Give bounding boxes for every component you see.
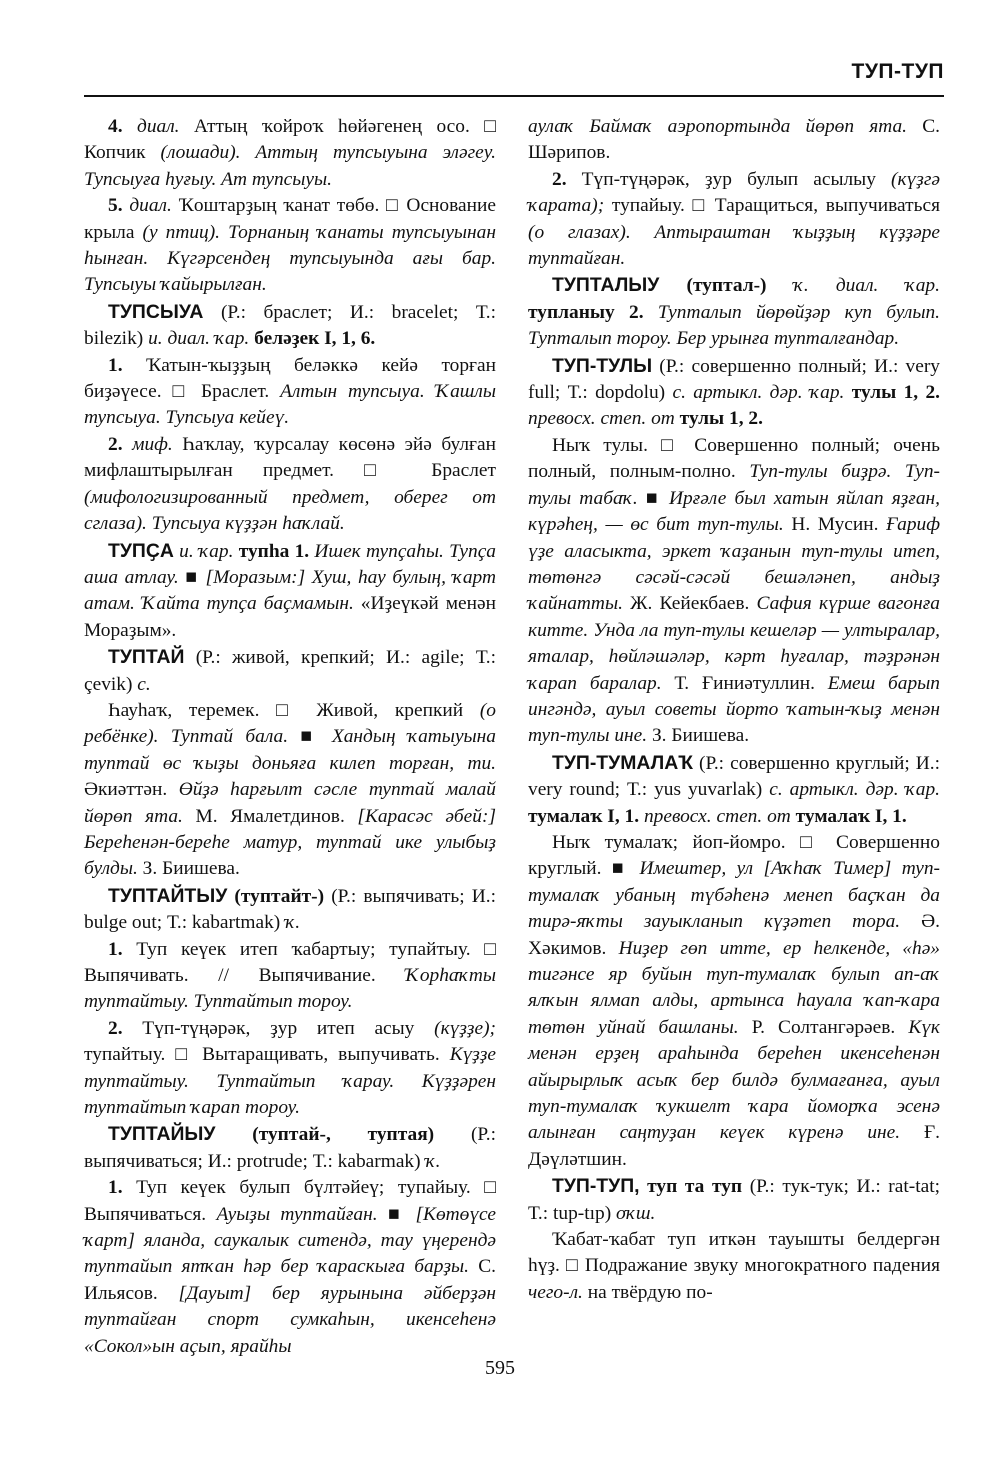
bold-text: 4. bbox=[108, 116, 123, 137]
text-run: (Р.: совершенно полный; И.: very full; Т.: dopdolu) bbox=[528, 355, 940, 404]
right-column bbox=[528, 114, 940, 1306]
text-run: З. Биишева. bbox=[137, 858, 240, 880]
italic-text: с. bbox=[137, 673, 151, 695]
bold-text: тумалаҡ I, 1. bbox=[795, 805, 907, 827]
bold-text: (туптал-) bbox=[686, 275, 767, 297]
text-run bbox=[644, 302, 658, 323]
headword: ТУПТАЙ bbox=[108, 646, 185, 669]
italic-text: Туп-тулы биҙрә. Туп-тулы табаҡ. bbox=[528, 461, 940, 509]
dictionary-entry bbox=[84, 299, 496, 353]
entry-sense bbox=[84, 698, 496, 883]
italic-text: Имештер, ул [Аҡһаҡ Тимер] туп-тумалаҡ убаның түбәһенә менеп баҫҡан да тирә-яҡты зауыкланып күҙәтеп тора. bbox=[528, 858, 940, 933]
text-run: (Р.: выпячивать; И.: bulge out; Т.: kabartmak) bbox=[84, 885, 496, 934]
text-run: ■ bbox=[288, 726, 332, 748]
text-run: (Р.: совершенно круглый; И.: very round; Т.: yus yuvarlak) bbox=[528, 752, 940, 801]
text-run: Ҡабат-ҡабат туп иткән тауышты белдергән һүҙ. □ Подражание звуку многократного падения bbox=[528, 1229, 940, 1277]
headword: ТУП-ТУП, bbox=[552, 1175, 640, 1198]
text-run: «Иҙеүкәй менән Мораҙым». bbox=[84, 593, 497, 641]
text-run: (Р.: тук-тук; И.: rat-tat; Т.: tup-tıp) bbox=[528, 1176, 940, 1224]
header-rule bbox=[84, 95, 944, 97]
text-run: Туп кеүек булып бүлтәйеү; тупайыу. □ Выпячиваться. bbox=[84, 1177, 496, 1225]
italic-text: Ғариф үҙе аласыкта, эркет ҡаҙанын туп-тулы итеп, төтөнгә сәсәй-сәсәй бешәләнеп, андыҙ ҡайнатты. bbox=[528, 514, 940, 615]
entry-sense bbox=[84, 432, 496, 538]
bold-text: тумалаҡ I, 1. bbox=[528, 805, 640, 827]
italic-text: [Дауыт] бер яурынына әйберҙән туптайған спорт сумкаһын, икенсеһенә «Сокол»ын аҫып, ярайһы bbox=[84, 1282, 496, 1357]
text-run: Ныҡ тумалаҡ; йоп-йомро. □ Совершенно круглый. ■ bbox=[528, 831, 940, 880]
headword: ТУПТАЛЫУ bbox=[552, 274, 660, 297]
italic-text: ҡ. bbox=[285, 912, 301, 934]
text-run: Әкиәттән. bbox=[84, 779, 179, 801]
bold-text: тупланыу 2. bbox=[528, 301, 644, 323]
italic-text: и. ҡар. bbox=[179, 540, 234, 562]
italic-text: [Моразым:] Хуш, һау булың, ҡарт атам. Ҡайта тупҫа баҫмамын. bbox=[84, 566, 496, 615]
italic-text: с. артыкл. дәр. ҡар. bbox=[672, 382, 845, 404]
italic-text: Алтын тупсыуа. Ҡашлы тупсыуа. Тупсыуа кейеү. bbox=[84, 381, 496, 429]
italic-text: Ишек тупҫаһы. Тупҫа аша атлау. bbox=[84, 540, 496, 588]
text-run: ■ bbox=[178, 566, 206, 588]
italic-text: [Көтөүсе ҡарт] яланда, саукалык ситендә, тау үңерендә туптайып ятҡан һәр бер ҡараскыға барҙы. bbox=[84, 1203, 496, 1278]
entry-sense bbox=[84, 1175, 496, 1360]
left-column bbox=[84, 114, 496, 1360]
text-run: Ғ. Дәүләтшин. bbox=[528, 1122, 941, 1170]
italic-text: ҡ. bbox=[425, 1150, 441, 1172]
italic-text: (о ребёнке). Туптай бала. bbox=[84, 699, 496, 748]
text-run: (Р.: выпячиваться; И.: protrude; Т.: kabarmak) bbox=[84, 1124, 496, 1172]
italic-text: Күҙҙе туптайтыу. Туптайтып ҡарау. Күҙҙәрен туптайтып ҡарап тороу. bbox=[84, 1044, 496, 1119]
text-run: Һаҡлау, ҡурсалау көсөнә эйә булған мифлаштырылған предмет. □ Браслет bbox=[84, 433, 496, 482]
text-run: М. Ямалетдинов. bbox=[182, 805, 358, 827]
text-run: С. Ильясов. bbox=[84, 1256, 496, 1304]
text-run: (Р.: браслет; И.: bracelet; Т.: bilezik) bbox=[84, 301, 496, 350]
italic-text: ҡ. диал. ҡар. bbox=[793, 275, 940, 297]
italic-text: (күҙҙе); bbox=[434, 1017, 496, 1039]
continued-text bbox=[528, 114, 940, 167]
text-run: Түп-түңәрәк, ҙур булып асылыу bbox=[566, 168, 892, 190]
headword: ТУПҪА bbox=[108, 539, 174, 562]
italic-text: (о глазах). Аптыраштан ҡыҙҙың күҙҙәре туптайған. bbox=[528, 221, 940, 270]
dictionary-entry bbox=[84, 883, 496, 937]
entry-sense bbox=[84, 353, 496, 432]
entry-sense bbox=[528, 167, 940, 273]
italic-text: и. диал. ҡар. bbox=[148, 328, 250, 350]
page-number: 595 bbox=[485, 1357, 515, 1379]
dictionary-entry bbox=[528, 272, 940, 352]
italic-text: [Карасәс әбей:] Береһенән-береһе матур, туптай ике улыбыҙ булды. bbox=[84, 805, 496, 880]
running-title: ТУП-ТУП bbox=[851, 60, 944, 83]
text-run: Ҡатын-ҡыҙҙың беләккә кейә торған биҙәүесе. □ Браслет. bbox=[84, 354, 496, 403]
text-run: Т. Ғиниәтуллин. bbox=[661, 672, 828, 694]
bold-text: 5. bbox=[108, 195, 123, 217]
bold-text: тупһа 1. bbox=[238, 540, 310, 562]
text-run: Ныҡ тулы. □ Совершенно полный; очень полный, полным-полно. bbox=[528, 434, 940, 483]
entry-sense bbox=[528, 1227, 940, 1306]
dictionary-entry bbox=[84, 1121, 496, 1175]
text-run bbox=[123, 116, 137, 137]
italic-text: Күк менән ерҙең араһында береһен икенсеһенән айырырлыҡ асыҡ бер билдә булмағанға, ауыл туп-тумалаҡ ҡукшелт ҡара йоморҡа эсенә алынған саңтуҙан кеүек күренә ине. bbox=[528, 1016, 940, 1144]
dictionary-entry bbox=[528, 353, 940, 433]
italic-text: оҡш. bbox=[616, 1202, 656, 1224]
entry-sense bbox=[84, 114, 496, 193]
bold-text: беләҙек I, 1, 6. bbox=[254, 328, 376, 350]
text-run: (Р.: живой, крепкий; И.: agile; Т.: çevik) bbox=[84, 647, 496, 695]
entry-sense bbox=[528, 830, 940, 1173]
text-run bbox=[659, 275, 686, 296]
text-run bbox=[844, 382, 851, 403]
text-run: Р. Солтангәрәев. bbox=[738, 1016, 909, 1038]
text-run: З. Биишева. bbox=[647, 725, 750, 747]
bold-text: (туптай-, туптая) bbox=[252, 1124, 435, 1146]
italic-text: Өйҙә һарғылт сәсле туптай малай йөрөп ята. bbox=[84, 779, 496, 827]
text-run bbox=[123, 434, 133, 455]
headword: ТУП-ТУМАЛАҠ bbox=[552, 751, 693, 774]
text-run bbox=[640, 1176, 648, 1197]
text-run: на твёрдую по- bbox=[582, 1281, 713, 1303]
bold-text: туп та туп bbox=[647, 1176, 743, 1198]
text-run: Ҡоштарҙың ҡанат төбө. □ Основание крыла bbox=[84, 195, 496, 243]
text-run: Туп кеүек итеп ҡабартыу; тупайтыу. □ Выпячивать. // Выпячивание. bbox=[84, 938, 496, 986]
text-run: Н. Мусин. bbox=[783, 514, 887, 536]
entry-sense bbox=[84, 193, 496, 299]
bold-text: 1. bbox=[108, 354, 123, 376]
text-run: Түп-түңәрәк, ҙур итеп асыу bbox=[122, 1017, 435, 1039]
italic-text: диал. bbox=[137, 116, 180, 137]
entry-sense bbox=[84, 937, 496, 1016]
text-run: ■ bbox=[377, 1203, 416, 1225]
bold-text: 2. bbox=[108, 433, 123, 455]
bold-text: тулы 1, 2. bbox=[679, 408, 763, 430]
text-run: ■ bbox=[637, 487, 669, 509]
entry-sense bbox=[528, 433, 940, 750]
text-run bbox=[215, 1124, 252, 1145]
italic-text: превосх. степ. от bbox=[643, 805, 791, 827]
italic-text: превосх. степ. от bbox=[528, 408, 675, 430]
headword: ТУПСЫУА bbox=[108, 300, 204, 323]
italic-text: Ҡорһаҡты туптайтыу. Туптайтып тороу. bbox=[84, 965, 496, 1013]
headword: ТУП-ТУЛЫ bbox=[552, 354, 653, 377]
italic-text: аулаҡ Баймаҡ аэропортында йөрөп ята. bbox=[528, 116, 908, 137]
dictionary-entry bbox=[528, 1173, 940, 1227]
text-run: Һауһаҡ, теремек. □ Живой, крепкий bbox=[108, 699, 480, 721]
italic-text: с. артыкл. дәр. ҡар. bbox=[769, 779, 940, 801]
text-run: С. Шәрипов. bbox=[528, 116, 940, 164]
headword: ТУПТАЙТЫУ bbox=[108, 884, 228, 907]
italic-text: Тупталып йөрөйҙәр куп булып. Тупталып тороу. Бер урынға тупталғандар. bbox=[528, 301, 941, 350]
italic-text: миф. bbox=[132, 433, 173, 455]
italic-text: чего-л. bbox=[528, 1281, 583, 1303]
italic-text: Ниҙер гөп итте, ер һелкенде, «һә» тигәнсе яр буйын туп-тумалаҡ булып ап-аҡ ялҡын ялмап алды, артынса һауала ҡап-ҡара төтөн уйнай башланы. bbox=[528, 937, 940, 1038]
dictionary-entry bbox=[84, 538, 496, 645]
entry-sense bbox=[84, 1016, 496, 1122]
text-run: Ж. Кейекбаев. bbox=[622, 593, 757, 615]
italic-text: Ирғәле был хатын яйлап яҙған, күрәһең, — өс бит туп-тулы. bbox=[528, 487, 940, 536]
italic-text: (у птиц). Торнаның ҡанаты тупсыуынан һынған. Күгәрсендең тупсыуында ағы бар. Тупсыуы ҡайырылған. bbox=[84, 221, 496, 296]
italic-text: (күҙгә ҡарата); bbox=[528, 168, 940, 217]
text-run: тупайыу. □ Таращиться, выпучиваться bbox=[604, 195, 940, 217]
text-run: тупайтыу. □ Вытаращивать, выпучивать. bbox=[84, 1044, 450, 1066]
dictionary-entry bbox=[84, 644, 496, 698]
italic-text: Сафия күрше вагонға китте. Унда ла туп-тулы кешеләр — ултыралар, яталар, һөйләшәләр, кәрт һуғалар, тәҙрәнән ҡарап баралар. bbox=[528, 593, 940, 694]
text-run: Аттың ҡойроҡ һөйәгенең осо. □ Копчик bbox=[84, 116, 496, 164]
dictionary-entry bbox=[528, 750, 940, 830]
italic-text: (мифологизированный предмет, оберег от сглаза). Тупсыуа күҙҙән һаҡлай. bbox=[84, 486, 496, 535]
text-run: Ә. Хәкимов. bbox=[528, 911, 940, 959]
italic-text: Хандың ҡатыуына туптай өс ҡыҙы доньяға килеп торған, ти. bbox=[84, 726, 496, 774]
headword: ТУПТАЙЫУ bbox=[108, 1123, 216, 1146]
bold-text: 2. bbox=[108, 1017, 123, 1039]
bold-text: 1. bbox=[108, 1177, 123, 1199]
bold-text: тулы 1, 2. bbox=[851, 382, 941, 404]
italic-text: диал. bbox=[129, 195, 172, 217]
italic-text: (лошади). Аттың тупсыуына эләгеу. Тупсыуға һуғыу. Ат тупсыуы. bbox=[84, 142, 497, 190]
text-run bbox=[767, 275, 794, 296]
italic-text: Емеш барып ингәндә, ауыл советы йорто ҡатын-ҡыҙ менән туп-тулы ине. bbox=[528, 672, 940, 747]
italic-text: Ауыҙы туптайған. bbox=[216, 1203, 378, 1225]
bold-text: 2. bbox=[552, 168, 567, 190]
bold-text: 1. bbox=[108, 938, 123, 960]
bold-text: (туптайт-) bbox=[234, 885, 325, 907]
